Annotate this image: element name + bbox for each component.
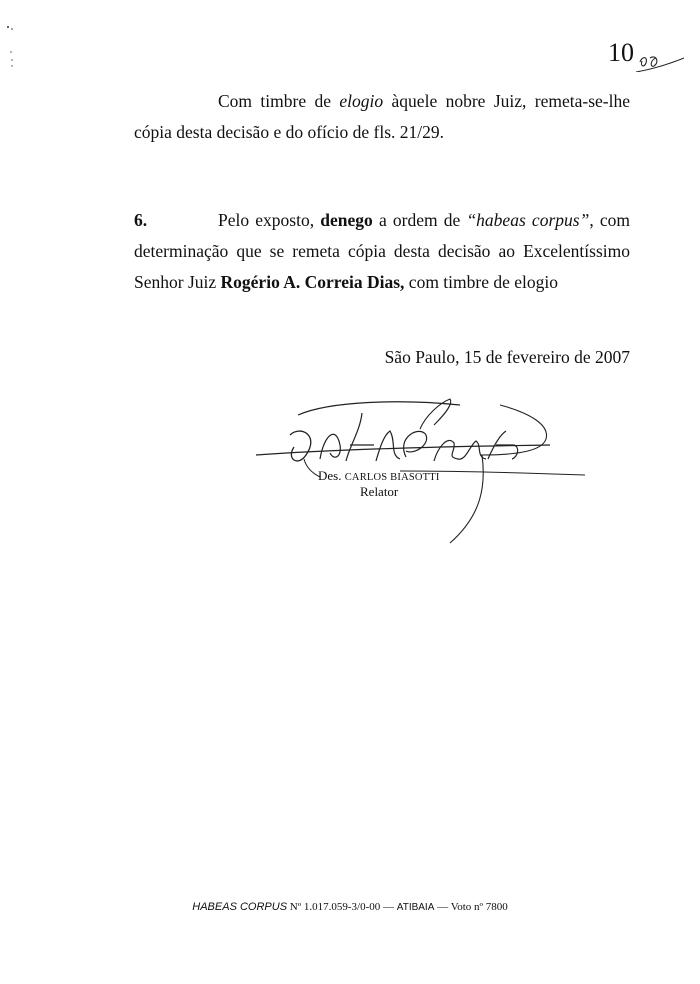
handwritten-folio-mark <box>636 46 686 72</box>
paragraph-dispositivo-line2: determinação que se remeta cópia desta decisão ao Excelentíssimo <box>134 241 630 261</box>
paragraph-number: 6. <box>134 210 148 230</box>
scan-specks <box>6 22 18 72</box>
footer-number-label: Nº <box>289 901 302 913</box>
footer-case-number: 1.017.059-3/0-00 <box>303 901 381 913</box>
signer-full-name: CARLOS BIASOTTI <box>344 472 440 483</box>
signer-name: Des. CARLOS BIASOTTI <box>318 468 440 483</box>
paragraph-remessa-line2: cópia desta decisão e do ofício de fls. 21/29. <box>134 122 445 142</box>
paragraph-dispositivo-line1: 6. Pelo exposto, denego a ordem de “habeas corpus”, com <box>134 205 630 236</box>
paragraph-remessa-line1: Com timbre de elogio àquele nobre Juiz, remeta-se-lhe <box>218 91 630 111</box>
footer-vote-label: Voto nº <box>450 901 483 913</box>
denego-emphasis: denego <box>320 210 373 230</box>
judge-name: Rogério A. Correia Dias, <box>220 272 405 292</box>
footer-case-type: HABEAS CORPUS <box>192 901 288 913</box>
habeas-corpus-emphasis: “habeas corpus” <box>466 210 590 230</box>
paragraph-dispositivo <box>134 205 630 298</box>
footer-city: ATIBAIA <box>396 902 435 913</box>
signer-role: Relator <box>360 484 399 499</box>
elogio-emphasis: elogio <box>339 91 384 111</box>
date-line: São Paulo, 15 de fevereiro de 2007 <box>384 347 630 367</box>
paragraph-remessa <box>134 86 630 148</box>
footer: HABEAS CORPUS Nº 1.017.059-3/0-00 — ATIBAIA — Voto nº 7800 <box>192 901 508 913</box>
footer-vote-number: 7800 <box>485 901 508 913</box>
paragraph-dispositivo-line3: Senhor Juiz Rogério A. Correia Dias, com timbre de elogio <box>134 272 558 292</box>
page-number: 10 <box>608 38 634 67</box>
